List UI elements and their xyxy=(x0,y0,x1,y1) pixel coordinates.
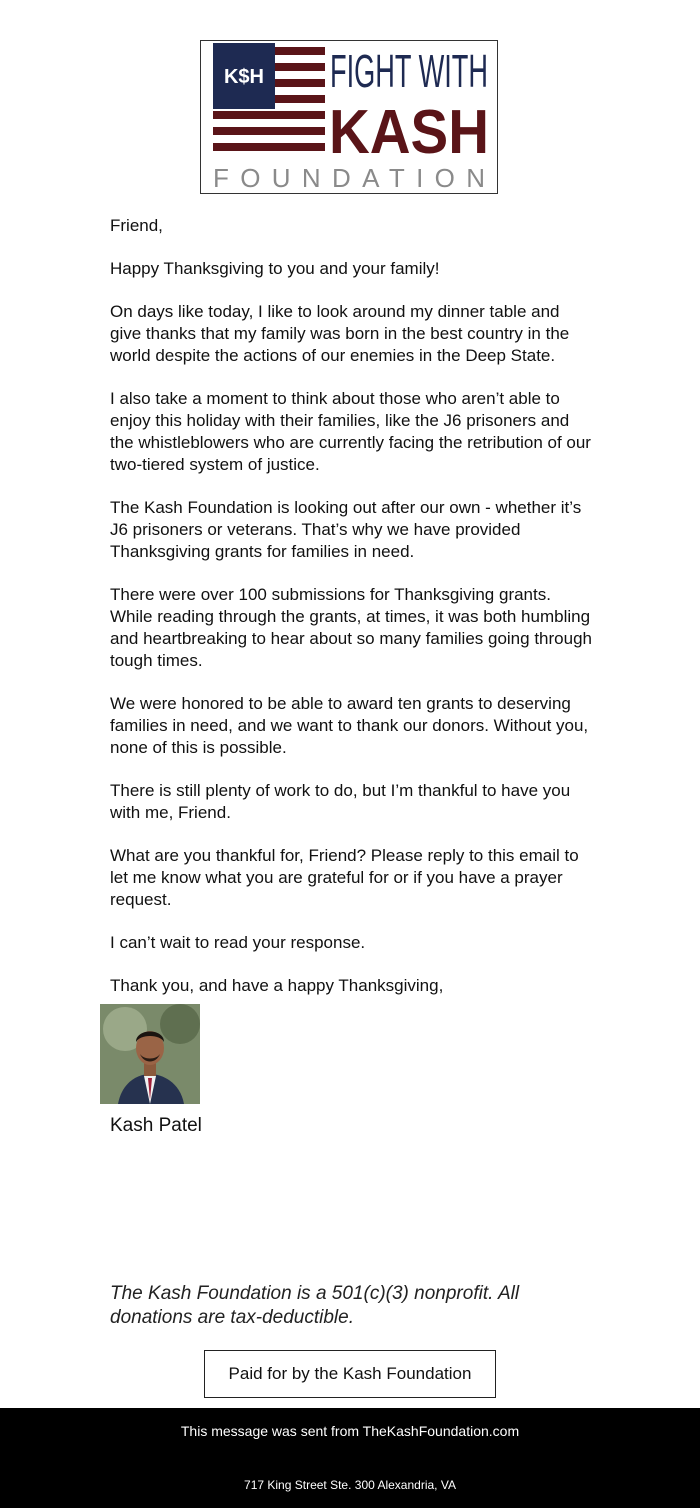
signer-avatar xyxy=(100,1004,200,1104)
paragraph: There is still plenty of work to do, but I’m thankful to have you with me, Friend. xyxy=(110,781,571,822)
paragraph: I can’t wait to read your response. xyxy=(110,933,366,952)
paragraph: What are you thankful for, Friend? Please reply to this email to let me know what you are grateful for or if you have a prayer request. xyxy=(110,846,579,909)
paragraph: Happy Thanksgiving to you and your family! xyxy=(110,259,440,278)
logo-line-fight-with: FIGHT WITH xyxy=(330,45,488,97)
paid-for-disclosure: Paid for by the Kash Foundation xyxy=(204,1350,496,1398)
signer-name: Kash Patel xyxy=(110,1115,202,1136)
paragraph: I also take a moment to think about those who aren’t able to enjoy this holiday with their families, like the J6 prisoners and the whistleblowers who are currently facing the retribution of our two-tiered system of justice. xyxy=(110,389,591,474)
paragraph: On days like today, I like to look around my dinner table and give thanks that my family was born in the best country in the world despite the actions of our enemies in the Deep State. xyxy=(110,302,570,365)
logo-line-foundation: FOUNDATION xyxy=(213,163,485,193)
email-footer xyxy=(0,1408,700,1508)
portrait-photo-icon xyxy=(100,1004,200,1104)
greeting: Friend, xyxy=(110,216,163,235)
paragraph: We were honored to be able to award ten grants to deserving families in need, and we want to thank our donors. Without you, none of this is possible. xyxy=(110,694,589,757)
paragraph: There were over 100 submissions for Thanksgiving grants. While reading through the grants, at times, it was both humbling and heartbreaking to hear about so many families going through tough times. xyxy=(110,585,592,670)
paragraph: The Kash Foundation is looking out after our own - whether it’s J6 prisoners or veterans. That’s why we have provided Thanksgiving grants for families in need. xyxy=(110,498,582,561)
logo-badge-text: K$H xyxy=(223,66,265,88)
logo-line-kash: KASH xyxy=(329,98,489,167)
tax-disclaimer: The Kash Foundation is a 501(c)(3) nonprofit. All donations are tax-deductible. xyxy=(110,1283,520,1328)
letter-body xyxy=(110,215,592,1018)
footer-sent-from[interactable]: This message was sent from TheKashFoundation.com xyxy=(180,1423,520,1439)
paragraph: Thank you, and have a happy Thanksgiving, xyxy=(110,976,444,995)
foundation-logo xyxy=(200,40,498,194)
footer-address: 717 King Street Ste. 300 Alexandria, VA xyxy=(244,1478,456,1492)
flag-logo-graphic xyxy=(201,41,497,193)
